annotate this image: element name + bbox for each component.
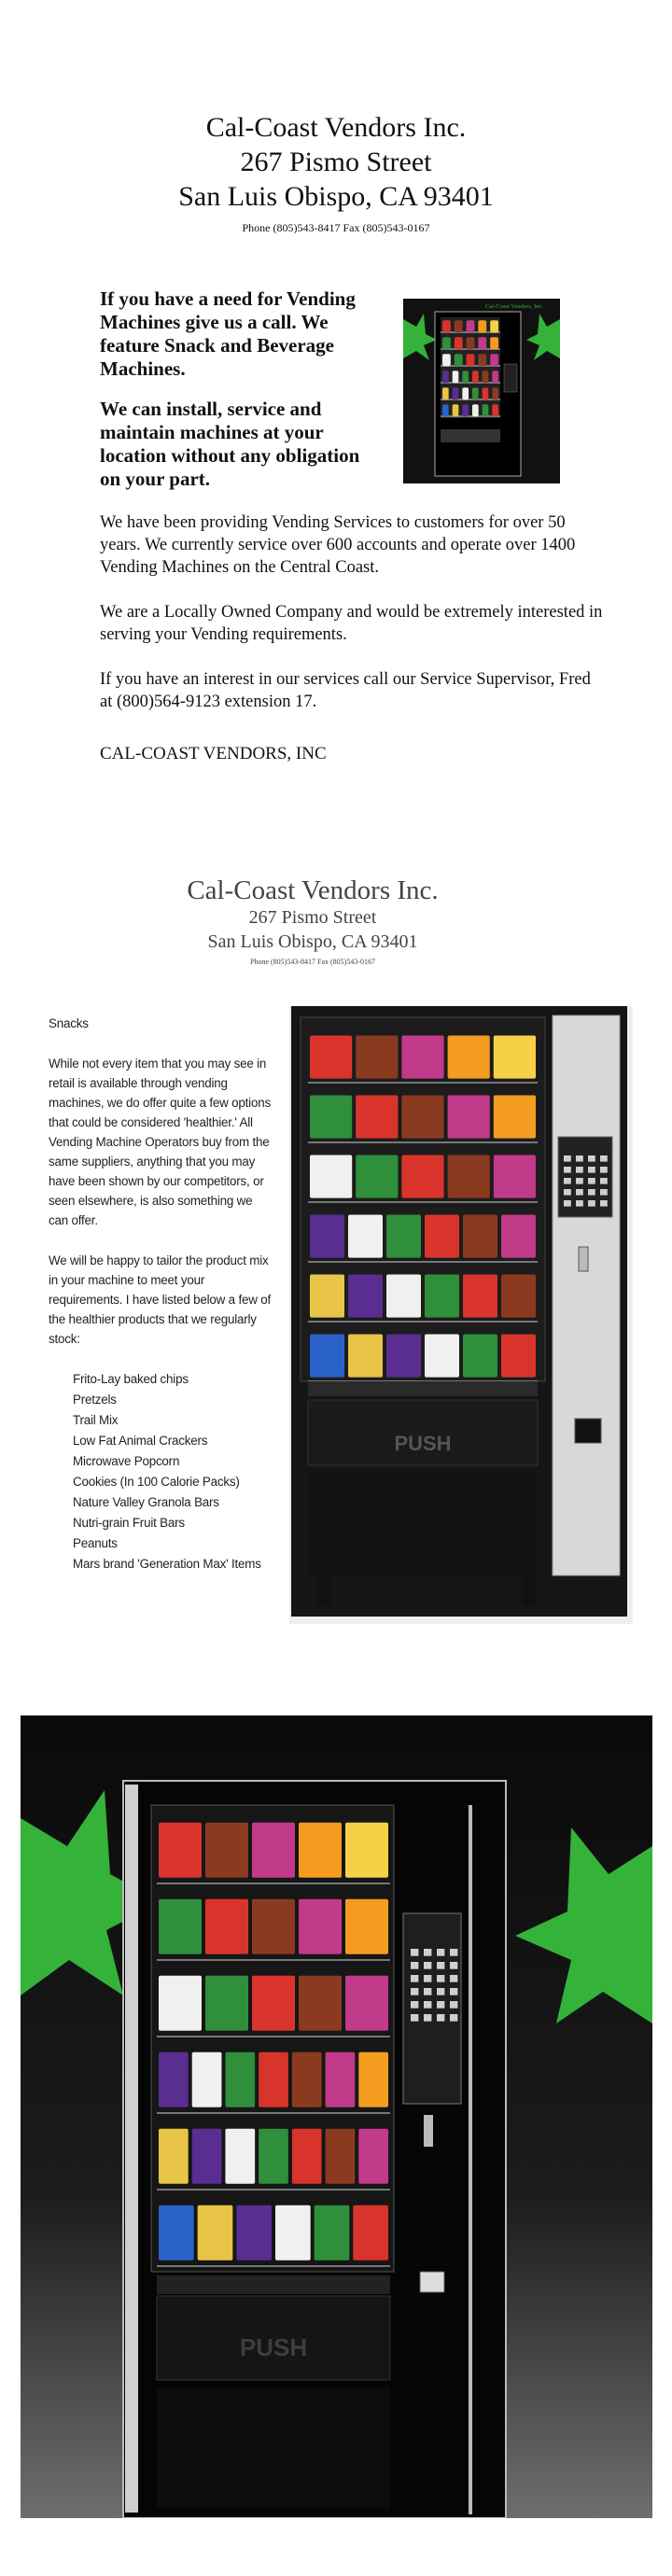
- keypad-button: [450, 1962, 457, 1969]
- keypad-button: [450, 1949, 457, 1956]
- snack-package: [356, 1096, 398, 1139]
- snack-package: [483, 387, 489, 399]
- company-phone: Phone (805)543-8417 Fax (805)543-0167: [242, 221, 430, 234]
- vending-machine-icon: [289, 1006, 633, 1624]
- snack-package: [442, 404, 449, 416]
- shelf: [308, 1201, 538, 1203]
- keypad-button: [411, 1949, 418, 1956]
- snack-package: [310, 1096, 352, 1139]
- snack-package: [467, 354, 475, 366]
- snack-package: [348, 1335, 383, 1378]
- snack-list: [49, 1369, 273, 1575]
- snack-package: [425, 1215, 459, 1258]
- snack-package: [462, 387, 469, 399]
- push-label: PUSH: [239, 2333, 308, 2361]
- letter-intro: [100, 287, 369, 508]
- keypad-button: [411, 1988, 418, 1995]
- snack-package: [299, 1823, 342, 1878]
- body-paragraph-3: If you have an interest in our services call our Service Supervisor, Fred at (800)564-9123 extension 17.: [100, 670, 591, 711]
- snack-package: [159, 1823, 202, 1878]
- shelf: [308, 1321, 538, 1323]
- snack-package: [501, 1275, 536, 1318]
- snack-package: [472, 371, 479, 383]
- body-paragraph-2: We are a Locally Owned Company and would be extremely interested in serving your Vending requirements.: [100, 603, 603, 644]
- keypad-button: [576, 1167, 583, 1173]
- list-item: Microwave Popcorn: [73, 1454, 180, 1468]
- shelf: [441, 382, 500, 384]
- snack-package: [478, 354, 486, 366]
- list-item: Low Fat Animal Crackers: [73, 1434, 208, 1448]
- company-street-2: 267 Pismo Street: [248, 907, 377, 928]
- snacks-paragraph-2: We will be happy to tailor the product mix in your machine to meet your requirements. I have listed below a few of the healthier products that we regularly stock:: [49, 1253, 271, 1346]
- keypad-button: [576, 1155, 583, 1162]
- snack-package: [501, 1335, 536, 1378]
- snack-package: [483, 371, 489, 383]
- snack-package: [205, 1899, 248, 1954]
- snack-package: [442, 387, 449, 399]
- keypad-button: [450, 2014, 457, 2022]
- keypad-button: [564, 1167, 571, 1173]
- shelf: [157, 2036, 390, 2037]
- keypad-button: [437, 1949, 444, 1956]
- snack-package: [492, 387, 498, 399]
- snack-package: [478, 320, 486, 332]
- snack-package: [442, 371, 449, 383]
- list-item: Peanuts: [73, 1536, 118, 1550]
- keypad-button: [411, 2014, 418, 2022]
- keypad-button: [600, 1155, 608, 1162]
- snack-package: [490, 337, 498, 349]
- snack-package: [358, 2052, 388, 2107]
- snack-package: [490, 354, 498, 366]
- snack-package: [356, 1036, 398, 1079]
- letter-body: [100, 511, 604, 765]
- snack-package: [425, 1275, 459, 1318]
- snack-package: [259, 2052, 288, 2107]
- snack-package: [453, 404, 459, 416]
- company-name-2: Cal-Coast Vendors Inc.: [187, 875, 439, 905]
- snack-package: [259, 2129, 288, 2184]
- snack-package: [490, 320, 498, 332]
- keypad-button: [424, 2014, 431, 2022]
- snack-package: [299, 1976, 342, 2031]
- snacks-title: Snacks: [49, 1016, 89, 1030]
- keypad-button: [411, 1962, 418, 1969]
- keypad-button: [600, 1200, 608, 1207]
- keypad-button: [576, 1189, 583, 1196]
- snack-package: [442, 320, 451, 332]
- shelf: [308, 1082, 538, 1084]
- snack-package: [358, 2129, 388, 2184]
- snack-package: [159, 2052, 189, 2107]
- snack-package: [315, 2205, 350, 2261]
- snack-package: [494, 1096, 536, 1139]
- keypad-button: [600, 1189, 608, 1196]
- snack-package: [345, 1899, 388, 1954]
- keypad-button: [411, 2001, 418, 2009]
- list-item: Cookies (In 100 Calorie Packs): [73, 1475, 240, 1489]
- snack-package: [483, 404, 489, 416]
- keypad-button: [564, 1178, 571, 1184]
- snack-package: [401, 1036, 443, 1079]
- shelf: [308, 1261, 538, 1263]
- snack-package: [494, 1036, 536, 1079]
- snack-package: [345, 1823, 388, 1878]
- snack-package: [455, 337, 463, 349]
- snack-package: [386, 1275, 421, 1318]
- snack-package: [448, 1155, 490, 1198]
- snack-package: [386, 1215, 421, 1258]
- snack-package: [205, 1823, 248, 1878]
- list-item: Frito-Lay baked chips: [73, 1372, 189, 1386]
- snack-package: [453, 387, 459, 399]
- snack-package: [472, 404, 479, 416]
- snack-package: [225, 2129, 255, 2184]
- shelf: [157, 2265, 390, 2267]
- snack-package: [401, 1155, 443, 1198]
- snacks-section: [49, 1014, 273, 1575]
- list-item: Pretzels: [73, 1393, 117, 1407]
- snack-package: [299, 1899, 342, 1954]
- shelf: [308, 1141, 538, 1143]
- snack-package: [492, 371, 498, 383]
- snack-package: [252, 1823, 295, 1878]
- snack-package: [356, 1155, 398, 1198]
- snack-package: [455, 354, 463, 366]
- keypad-button: [588, 1200, 595, 1207]
- shelf: [157, 1883, 390, 1884]
- snack-package: [252, 1976, 295, 2031]
- snack-package: [467, 320, 475, 332]
- signature: CAL-COAST VENDORS, INC: [100, 744, 327, 763]
- snack-package: [310, 1215, 344, 1258]
- intro-paragraph-2: We can install, service and maintain machines at your location without any obligation on your part.: [100, 398, 360, 490]
- company-city: San Luis Obispo, CA 93401: [178, 181, 494, 212]
- snack-package: [478, 337, 486, 349]
- snack-package: [494, 1155, 536, 1198]
- snack-package: [455, 320, 463, 332]
- snack-package: [159, 2205, 194, 2261]
- brochure-art: [21, 1715, 652, 2518]
- keypad-button: [437, 2014, 444, 2022]
- shelf: [157, 2189, 390, 2191]
- keypad-button: [564, 1155, 571, 1162]
- list-item: Nutri-grain Fruit Bars: [73, 1516, 185, 1530]
- keypad-button: [600, 1167, 608, 1173]
- snack-package: [159, 1976, 202, 2031]
- company-city-2: San Luis Obispo, CA 93401: [207, 931, 418, 952]
- keypad-button: [600, 1178, 608, 1184]
- snack-package: [462, 371, 469, 383]
- keypad-button: [411, 1975, 418, 1982]
- keypad-button: [437, 1988, 444, 1995]
- vending-machine-photo: [289, 1006, 633, 1624]
- company-name: Cal-Coast Vendors Inc.: [205, 112, 467, 143]
- snack-package: [425, 1335, 459, 1378]
- push-label: PUSH: [394, 1432, 452, 1455]
- snack-package: [348, 1215, 383, 1258]
- keypad-button: [564, 1200, 571, 1207]
- keypad-button: [588, 1167, 595, 1173]
- keypad-button: [437, 1962, 444, 1969]
- snack-package: [463, 1275, 497, 1318]
- body-paragraph-1: We have been providing Vending Services to customers for over 50 years. We currently service over 600 accounts and operate over 1400 Vending Machines on the Central Coast.: [100, 513, 576, 577]
- snack-package: [348, 1275, 383, 1318]
- snack-package: [326, 2129, 356, 2184]
- snack-package: [345, 1976, 388, 2031]
- keypad-button: [588, 1155, 595, 1162]
- shelf: [441, 399, 500, 400]
- keypad-button: [424, 1975, 431, 1982]
- keypad-button: [588, 1178, 595, 1184]
- snack-package: [448, 1096, 490, 1139]
- list-item: Trail Mix: [73, 1413, 119, 1427]
- vending-machine-icon: [403, 299, 560, 483]
- snack-package: [292, 2052, 322, 2107]
- keypad-button: [437, 2001, 444, 2009]
- snacks-paragraph-1: While not every item that you may see in retail is available through vending machines, we do offer quite a few options that could be considered 'healthier.' All Vending Machine Operators buy from the same suppliers, anything that you may have been shown by our competitors, or seen elsewhere, is also something we can offer.: [49, 1057, 271, 1227]
- snack-package: [192, 2052, 222, 2107]
- keypad-button: [424, 1962, 431, 1969]
- company-street: 267 Pismo Street: [240, 147, 432, 177]
- keypad-button: [564, 1189, 571, 1196]
- snack-package: [353, 2205, 388, 2261]
- snack-package: [463, 1335, 497, 1378]
- snack-package: [386, 1335, 421, 1378]
- snack-package: [442, 354, 451, 366]
- keypad-button: [450, 1988, 457, 1995]
- shelf: [157, 1959, 390, 1961]
- thumb-title: Cal-Coast Vendors, Inc.: [485, 303, 543, 310]
- snack-package: [159, 1899, 202, 1954]
- keypad-button: [437, 1975, 444, 1982]
- company-phone-2: Phone (805)543-8417 Fax (805)543-0167: [250, 958, 375, 966]
- snack-package: [225, 2052, 255, 2107]
- shelf: [157, 2112, 390, 2114]
- letterhead-2: [0, 875, 625, 966]
- snack-package: [236, 2205, 272, 2261]
- snack-package: [326, 2052, 356, 2107]
- snack-package: [501, 1215, 536, 1258]
- snack-package: [205, 1976, 248, 2031]
- keypad-button: [576, 1200, 583, 1207]
- keypad-button: [588, 1189, 595, 1196]
- keypad-button: [450, 2001, 457, 2009]
- snack-package: [472, 387, 479, 399]
- snack-package: [442, 337, 451, 349]
- brochure-page: [21, 1715, 652, 2518]
- snack-package: [453, 371, 459, 383]
- keypad-button: [450, 1975, 457, 1982]
- snack-package: [462, 404, 469, 416]
- keypad-button: [424, 2001, 431, 2009]
- snack-package: [463, 1215, 497, 1258]
- list-item: Mars brand 'Generation Max' Items: [73, 1557, 261, 1571]
- snack-package: [159, 2129, 189, 2184]
- snack-package: [310, 1275, 344, 1318]
- intro-paragraph-1: If you have a need for Vending Machines give us a call. We feature Snack and Beverage Machines.: [100, 287, 356, 380]
- keypad-icon: [403, 1913, 461, 2104]
- keypad-button: [424, 1988, 431, 1995]
- snack-package: [401, 1096, 443, 1139]
- snack-package: [310, 1036, 352, 1079]
- snack-package: [448, 1036, 490, 1079]
- snack-package: [192, 2129, 222, 2184]
- snack-package: [292, 2129, 322, 2184]
- snack-package: [492, 404, 498, 416]
- letterhead: [0, 110, 672, 235]
- shelf: [441, 415, 500, 417]
- snack-package: [198, 2205, 233, 2261]
- snack-package: [310, 1335, 344, 1378]
- snack-package: [275, 2205, 311, 2261]
- keypad-button: [424, 1949, 431, 1956]
- snack-package: [310, 1155, 352, 1198]
- list-item: Nature Valley Granola Bars: [73, 1495, 219, 1509]
- snack-package: [252, 1899, 295, 1954]
- keypad-button: [576, 1178, 583, 1184]
- brochure-thumbnail: [403, 299, 560, 483]
- snack-package: [467, 337, 475, 349]
